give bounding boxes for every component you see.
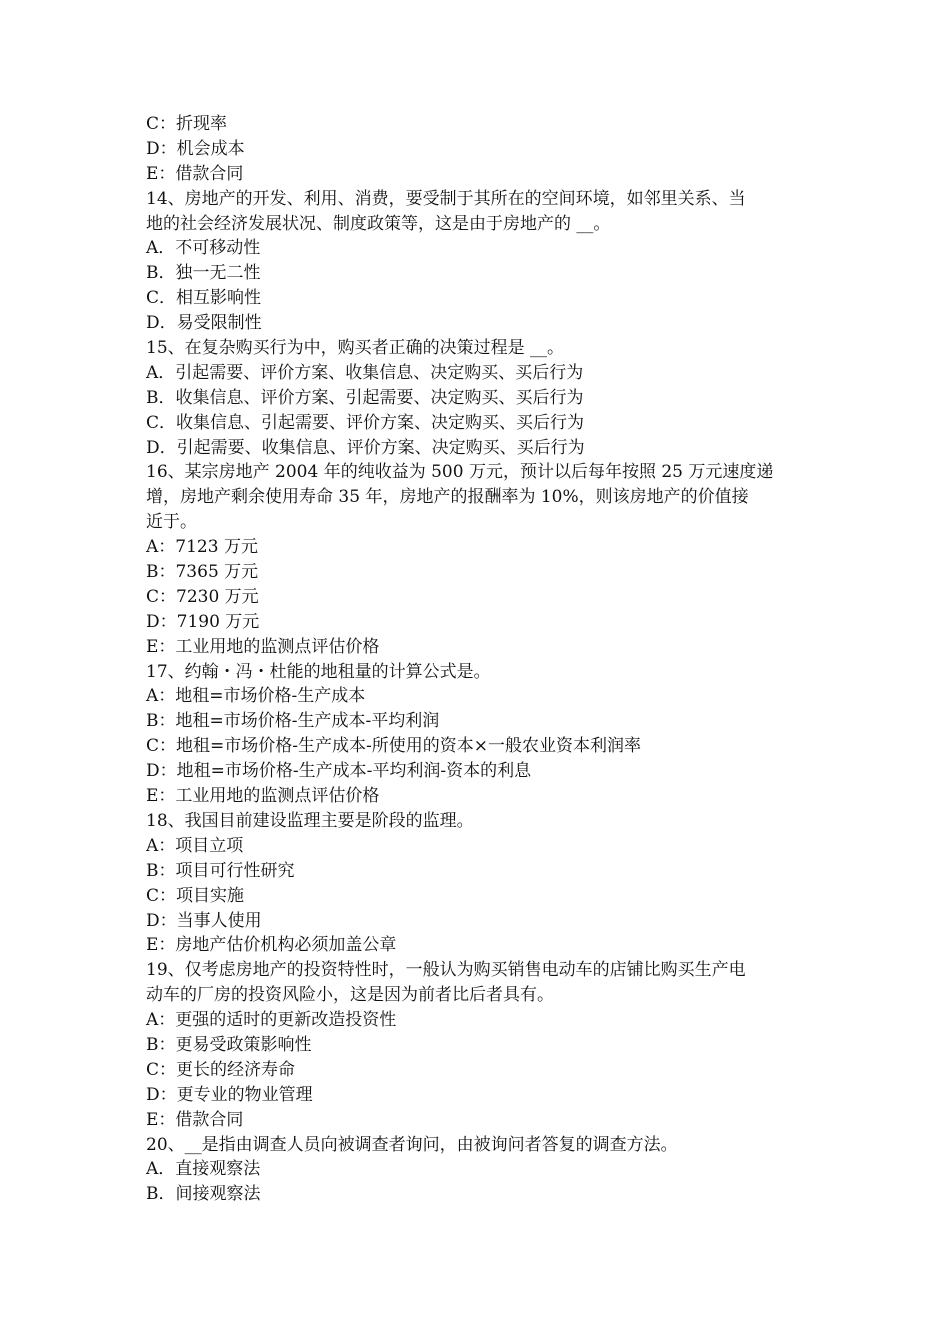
question-line: 14、房地产的开发、利用、消费，要受制于其所在的空间环境，如邻里关系、当 <box>146 188 746 209</box>
option-line: B．独一无二性 <box>146 263 261 284</box>
option-line: A．不可移动性 <box>146 238 261 259</box>
option-line: C：7230 万元 <box>146 586 259 607</box>
option-line: B：地租=市场价格-生产成本-平均利润 <box>146 711 440 732</box>
option-line: A：项目立项 <box>146 835 244 856</box>
question-line: 17、约翰・冯・杜能的地租量的计算公式是。 <box>146 661 491 682</box>
option-line: A．直接观察法 <box>146 1159 261 1180</box>
option-line: E：借款合同 <box>146 163 244 184</box>
option-line: C：更长的经济寿命 <box>146 1059 296 1080</box>
question-line: 16、某宗房地产 2004 年的纯收益为 500 万元，预计以后每年按照 25 万元速度递 <box>146 462 774 483</box>
question-line: 20、__是指由调查人员向被调查者询问，由被询问者答复的调查方法。 <box>146 1134 678 1155</box>
option-line: E：房地产估价机构必须加盖公章 <box>146 935 397 956</box>
option-line: A：地租=市场价格-生产成本 <box>146 686 366 707</box>
option-line: C：地租=市场价格-生产成本-所使用的资本×一般农业资本利润率 <box>146 736 641 757</box>
question-line: 增，房地产剩余使用寿命 35 年，房地产的报酬率为 10%，则该房地产的价值接 <box>146 487 749 508</box>
question-line: 动车的厂房的投资风险小，这是因为前者比后者具有。 <box>146 985 554 1006</box>
option-line: B：更易受政策影响性 <box>146 1034 312 1055</box>
question-line: 地的社会经济发展状况、制度政策等，这是由于房地产的 __。 <box>146 213 611 234</box>
option-line: E：借款合同 <box>146 1109 244 1130</box>
question-line: 18、我国目前建设监理主要是阶段的监理。 <box>146 810 474 831</box>
option-line: B：项目可行性研究 <box>146 860 295 881</box>
option-line: A．引起需要、评价方案、收集信息、决定购买、买后行为 <box>146 362 584 383</box>
option-line: B：7365 万元 <box>146 562 259 583</box>
option-line: B．收集信息、评价方案、引起需要、决定购买、买后行为 <box>146 387 584 408</box>
option-line: A：7123 万元 <box>146 537 258 558</box>
question-line: 15、在复杂购买行为中，购买者正确的决策过程是 __。 <box>146 338 565 359</box>
option-line: D：更专业的物业管理 <box>146 1084 313 1105</box>
question-line: 19、仅考虑房地产的投资特性时，一般认为购买销售电动车的店铺比购买生产电 <box>146 960 746 981</box>
option-line: E：工业用地的监测点评估价格 <box>146 786 380 807</box>
option-line: B．间接观察法 <box>146 1184 261 1205</box>
option-line: D．引起需要、收集信息、评价方案、决定购买、买后行为 <box>146 437 585 458</box>
option-line: D：地租=市场价格-生产成本-平均利润-资本的利息 <box>146 761 532 782</box>
option-line: C：项目实施 <box>146 885 245 906</box>
document-page <box>146 112 811 1207</box>
option-line: C：折现率 <box>146 114 228 134</box>
option-line: D．易受限制性 <box>146 313 262 334</box>
option-line: C．收集信息、引起需要、评价方案、决定购买、买后行为 <box>146 412 585 433</box>
option-line: A：更强的适时的更新改造投资性 <box>146 1010 397 1031</box>
option-line: D：7190 万元 <box>146 611 260 632</box>
question-line: 近于。 <box>146 512 197 533</box>
option-line: D：当事人使用 <box>146 910 262 931</box>
option-line: C．相互影响性 <box>146 288 262 309</box>
option-line: D：机会成本 <box>146 138 245 159</box>
option-line: E：工业用地的监测点评估价格 <box>146 636 380 657</box>
